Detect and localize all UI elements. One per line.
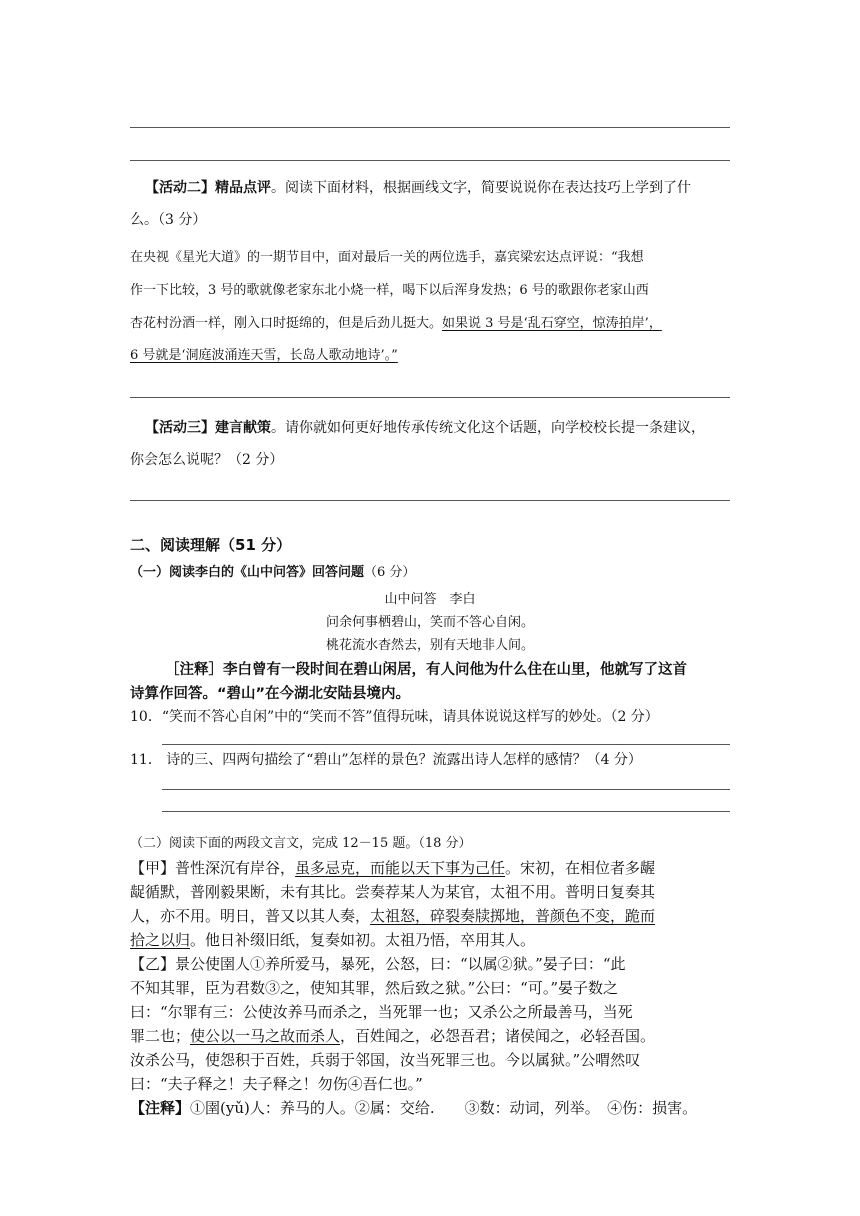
passage-yi-line: 曰：“尔罪有三：公使汝养马而杀之，当死罪一也；又杀公之所最善马，当死 bbox=[130, 1003, 633, 1021]
activity2-prompt-line2: 么。（3 分） bbox=[130, 212, 207, 228]
part2-heading: （二）阅读下面的两段文言文，完成 12－15 题。（18 分） bbox=[130, 836, 472, 851]
section-title: 二、阅读理解（51 分） bbox=[130, 536, 292, 554]
poem-line: 桃花流水杳然去，别有天地非人间。 bbox=[325, 638, 534, 653]
question-11: 11． 诗的三、四两句描绘了“碧山”怎样的景色？流露出诗人怎样的感情？（4 分） bbox=[130, 752, 642, 768]
underlined-text: 拾之以归 bbox=[130, 931, 191, 949]
poem-note: ［注释］李白曾有一段时间在碧山闲居，有人问他为什么住在山里，他就写了这首 bbox=[165, 662, 687, 678]
passage-yi-line: 【乙】景公使圉人①养所爱马，暴死，公怒，曰：“以属②狱。”晏子曰：“此 bbox=[130, 955, 626, 973]
answer-line bbox=[130, 500, 730, 501]
passage-yi-line: 汝杀公马，使怨积于百姓，兵弱于邻国，汝当死罪三也。今以属狱。”公喟然叹 bbox=[130, 1051, 641, 1069]
passage-yi-line: 罪二也；使公以一马之故而杀人，百姓闻之，必怨吾君；诸侯闻之，必轻吾国。 bbox=[130, 1027, 656, 1045]
answer-line bbox=[130, 160, 730, 161]
poem-note: 诗算作回答。“碧山”在今湖北安陆县境内。 bbox=[130, 686, 411, 702]
part1-heading: （一）阅读李白的《山中问答》回答问题（6 分） bbox=[130, 565, 416, 580]
activity3-prompt: 【活动三】建言献策。请你就如何更好地传承传统文化这个话题，向学校校长提一条建议， bbox=[145, 420, 705, 436]
answer-line bbox=[162, 789, 730, 790]
underlined-text: 6 号就是‘洞庭波涌连天雪，长岛人歌动地诗’。” bbox=[130, 348, 398, 363]
activity2-material-line: 在央视《星光大道》的一期节目中，面对最后一关的两位选手，嘉宾梁宏达点评说：“我想 bbox=[130, 250, 644, 265]
activity2-material-line: 杏花村汾酒一样，刚入口时挺绵的，但是后劲儿挺大。如果说 3 号是‘乱石穿空，惊涛拍岸’， bbox=[130, 316, 662, 331]
answer-line bbox=[130, 397, 730, 398]
passage-jia-line: 人，亦不用。明日，普又以其人奏，太祖怒，碎裂奏牍掷地，普颜色不变，跪而 bbox=[130, 907, 656, 925]
underlined-text: 使公以一马之故而杀人 bbox=[190, 1027, 341, 1045]
answer-line bbox=[162, 744, 730, 745]
passage-notes: 【注释】①圉(yǔ)人：养马的人。②属：交给. ③数：动词，列举。 ④伤：损害。 bbox=[130, 1099, 698, 1117]
underlined-text: 如果说 3 号是‘乱石穿空，惊涛拍岸’， bbox=[442, 316, 662, 331]
underlined-text: 太祖怒，碎裂奏牍掷地，普颜色不变，跪而 bbox=[370, 907, 656, 925]
underlined-text: 虽多忌克，而能以天下事为己任 bbox=[295, 859, 506, 877]
passage-jia-line: 龊循默，普刚毅果断，未有其比。尝奏荐某人为某官，太祖不用。普明日复奏其 bbox=[130, 883, 656, 901]
activity2-material-line: 作一下比较，3 号的歌就像老家东北小烧一样，喝下以后浑身发热；6 号的歌跟你老家山西 bbox=[130, 283, 649, 298]
answer-line bbox=[162, 811, 730, 812]
notes-label: 【注释】 bbox=[130, 1099, 191, 1117]
activity3-prompt-line2: 你会怎么说呢？（2 分） bbox=[130, 452, 284, 468]
activity2-material-line bbox=[130, 346, 398, 366]
question-10: 10．“笑而不答心自闲”中的“笑而不答”值得玩味，请具体说说这样写的妙处。（2 分） bbox=[130, 709, 659, 725]
passage-yi-line: 曰：“夫子释之！夫子释之！勿伤④吾仁也。” bbox=[130, 1075, 423, 1093]
passage-jia-line: 【甲】普性深沉有岸谷，虽多忌克，而能以天下事为己任。宋初，在相位者多龌 bbox=[130, 859, 656, 877]
activity2-prompt: 【活动二】精品点评。阅读下面材料，根据画线文字，简要说说你在表达技巧上学到了什 bbox=[145, 180, 691, 196]
passage-jia-line: 拾之以归。他日补缀旧纸，复奏如初。太祖乃悟，卒用其人。 bbox=[130, 931, 536, 949]
poem-line: 问余何事栖碧山，笑而不答心自闲。 bbox=[325, 615, 534, 630]
activity3-label: 【活动三】建言献策 bbox=[145, 420, 271, 436]
answer-line bbox=[130, 127, 730, 128]
passage-yi-line: 不知其罪，臣为君数③之，使知其罪，然后致之狱。”公曰：“可。”晏子数之 bbox=[130, 979, 619, 997]
activity2-label: 【活动二】精品点评 bbox=[145, 180, 271, 196]
poem-title: 山中问答 李白 bbox=[384, 592, 476, 607]
